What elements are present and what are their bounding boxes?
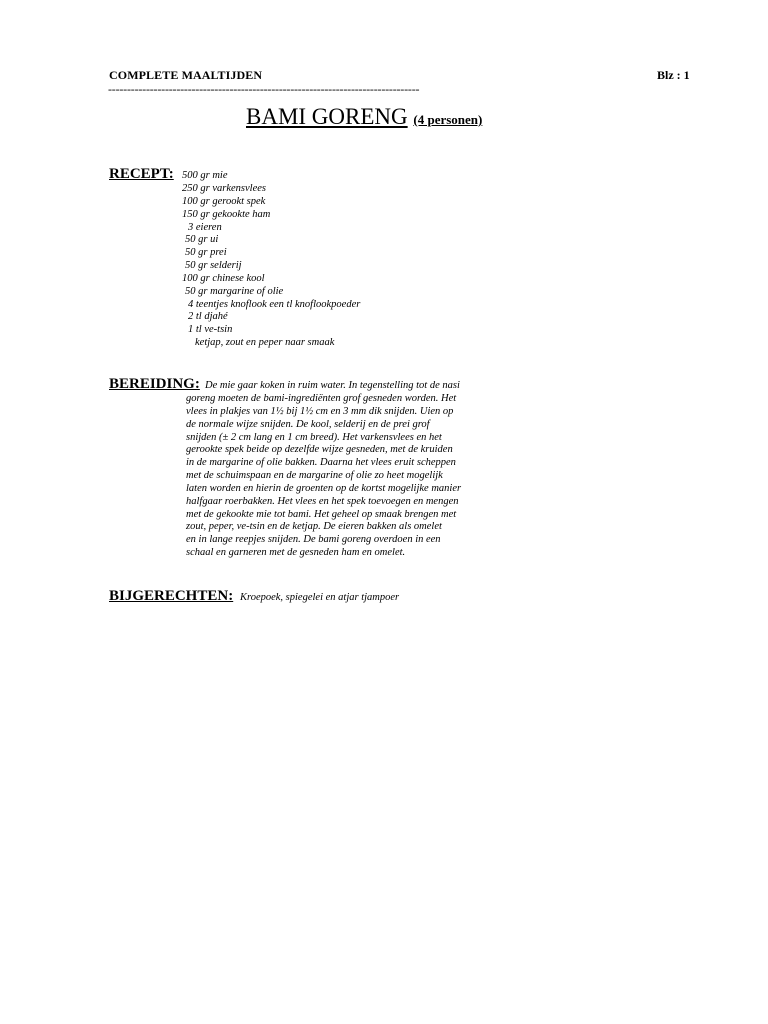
recept-label: RECEPT: [109, 166, 174, 182]
bereiding-line: snijden (± 2 cm lang en 1 cm breed). Het varkensvlees en het [186, 431, 442, 443]
bijgerechten-label: BIJGERECHTEN: [109, 588, 234, 604]
ingredient-item: 50 gr margarine of olie [185, 285, 284, 297]
bereiding-line: schaal en garneren met de gesneden ham en omelet. [186, 547, 406, 559]
bereiding-line: gerookte spek beide op dezelfde wijze gesneden, met de kruiden [186, 444, 453, 456]
ingredient-item: 250 gr varkensvlees [182, 183, 266, 194]
bereiding-line: zout, peper, ve-tsin en de ketjap. De eieren bakken als omelet [186, 521, 442, 533]
ingredient-item: 100 gr gerookt spek [182, 195, 266, 207]
header-rule: ---------------------------------------------------------------------------------- [108, 82, 420, 96]
ingredient-item: 4 teentjes knoflook een tl knoflookpoeder [188, 298, 361, 310]
recipe-title [246, 104, 482, 130]
ingredient-item: 50 gr ui [185, 234, 219, 246]
ingredient-item: ketjap, zout en peper naar smaak [195, 337, 335, 349]
ingredient-item: 50 gr selderij [185, 260, 242, 272]
page-number: Blz : 1 [657, 68, 690, 82]
header-title: COMPLETE MAALTIJDEN [109, 68, 263, 82]
ingredient-item: 2 tl djahé [188, 311, 228, 323]
bijgerechten-text: Kroepoek, spiegelei en atjar tjampoer [240, 592, 400, 603]
bereiding-line: met de gekookte mie tot bami. Het geheel op smaak brengen met [186, 508, 457, 520]
ingredient-item: 3 eieren [188, 221, 222, 233]
bereiding-first-line: De mie gaar koken in ruim water. In tegenstelling tot de nasi [205, 380, 460, 391]
ingredient-item: 150 gr gekookte ham [182, 208, 271, 220]
ingredient-item: 100 gr chinese kool [182, 272, 265, 284]
recipe-title-main: BAMI GORENG [246, 104, 408, 129]
ingredient-item: 50 gr prei [185, 247, 227, 259]
bereiding-lines [186, 393, 461, 560]
bereiding-label: BEREIDING: [109, 376, 200, 392]
recipe-servings: (4 personen) [413, 112, 483, 127]
ingredient-item: 1 tl ve-tsin [188, 324, 233, 336]
bereiding-line: goreng moeten de bami-ingrediënten grof gesneden worden. Het [186, 393, 457, 404]
recept-first-ingredient: 500 gr mie [182, 170, 228, 181]
bereiding-line: halfgaar roerbakken. Het vlees en het spek toevoegen en mengen [186, 495, 459, 507]
bereiding-line: in de margarine of olie bakken. Daarna het vlees eruit scheppen [186, 457, 456, 469]
bereiding-line: laten worden en hierin de groenten op de kortst mogelijke manier [186, 482, 462, 494]
bereiding-line: en in lange reepjes snijden. De bami goreng overdoen in een [186, 534, 441, 546]
bereiding-line: de normale wijze snijden. De kool, selderij en de prei grof [186, 418, 430, 430]
ingredient-list [174, 183, 360, 350]
bereiding-line: met de schuimspaan en de margarine of olie zo heet mogelijk [186, 470, 443, 482]
bereiding-line: vlees in plakjes van 1½ bij 1½ cm en 3 mm dik snijden. Uien op [186, 405, 454, 417]
